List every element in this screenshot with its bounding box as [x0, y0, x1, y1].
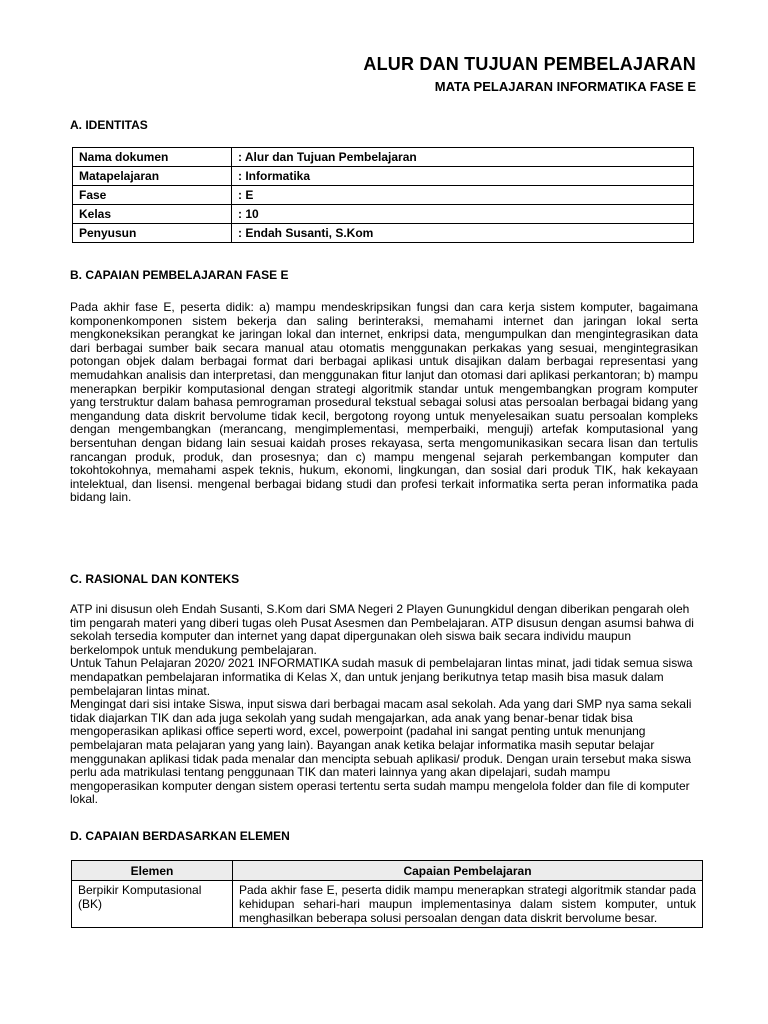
identity-value: : Informatika: [232, 167, 694, 186]
table-row: [73, 224, 694, 243]
identity-label: Fase: [73, 186, 232, 205]
section-d-heading: D. CAPAIAN BERDASARKAN ELEMEN: [70, 829, 290, 843]
identity-label: Penyusun: [73, 224, 232, 243]
elemen-table: [71, 860, 703, 928]
column-header: Elemen: [72, 861, 233, 881]
identity-value: : E: [232, 186, 694, 205]
table-row: [73, 148, 694, 167]
table-row: [73, 167, 694, 186]
column-header: Capaian Pembelajaran: [233, 861, 703, 881]
rasional-paragraph: Untuk Tahun Pelajaran 2020/ 2021 INFORMATIKA sudah masuk di pembelajaran lintas minat, jadi tidak semua siswa mendapatkan pembelajaran informatika di Kelas X, dan untuk jenjang berikutnya tetap masih bisa masuk dalam pembelajaran lintas minat.: [70, 656, 693, 698]
rasional-paragraph: Mengingat dari sisi intake Siswa, input siswa dari berbagai macam asal sekolah. Ada yang dari SMP nya sama sekali tidak diajarkan TIK dan ada juga sekolah yang sudah mengajarkan, ada anak yang benar-benar tidak bisa mengoperasikan aplikasi office seperti word, excel, powerpoint (padahal ini sangat penting untuk menunjang pembelajaran mata pelajaran yang yang lain). Bayangan anak ketika belajar informatika masih seputar belajar menggunakan aplikasi tidak pada menalar dan mencipta sebuah aplikasi/ produk. Dengan urain tersebut maka siswa perlu ada matrikulasi tentang penggunaan TIK dan materi lainnya yang akan dipelajari, sudah mampu mengoperasikan komputer dengan sistem operasi tertentu serta sudah mampu mengelola folder dan file di komputer lokal.: [70, 697, 692, 807]
table-row: [73, 186, 694, 205]
identity-value: : Alur dan Tujuan Pembelajaran: [232, 148, 694, 167]
capaian-paragraph: Pada akhir fase E, peserta didik: a) mampu mendeskripsikan fungsi dan cara kerja sistem komputer, bagaimana komponenkomponen sistem bekerja dan saling berinteraksi, memahami internet dan jaringan lokal serta mengkoneksikan perangkat ke jaringan lokal dan internet, enkripsi data, mengumpulkan dan mengintegrasikan data dari berbagai sumber baik secara manual atau otomatis menggunakan perkakas yang sesuai, mengintegrasikan potongan objek dalam berbagai format dari berbagai aplikasi untuk disajikan dalam berbagai representasi yang memudahkan analisis dan interpretasi, dan menggunakan fitur lanjut dan otomasi dari aplikasi perkantoran; b) mampu menerapkan berpikir komputasional dengan strategi algoritmik standar untuk mengembangkan program komputer yang terstruktur dalam bahasa pemrograman prosedural tekstual sebagai solusi atas persoalan berbagai bidang yang mengandung data diskrit bervolume tidak kecil, bergotong royong untuk menyelesaikan suatu persoalan kompleks dengan mengembangkan (merancang, mengimplementasi, memperbaiki, menguji) artefak komputasional yang bersentuhan dengan bidang lain sesuai kaidah proses rekayasa, serta mengomunikasikan secara lisan dan tertulis rancangan produk, produk, dan prosesnya; dan c) mampu mengenal sejarah perkembangan komputer dan tokohtokohnya, memahami aspek teknis, hukum, ekonomi, lingkungan, dan sosial dari produk TIK, hak kekayaan intelektual, dan lisensi. mengenal berbagai bidang studi dan profesi terkait informatika serta peran informatika pada bidang lain.: [70, 300, 698, 505]
table-header-row: [72, 861, 703, 881]
rasional-paragraph: ATP ini disusun oleh Endah Susanti, S.Kom dari SMA Negeri 2 Playen Gunungkidul dengan diberikan pengarah oleh tim pengarah materi yang diberi tugas oleh Pusat Asesmen dan Pembelajaran. ATP disusun dengan asumsi bahwa di sekolah tersedia komputer dan internet yang dapat dipergunakan oleh siswa baik secara individu maupun berkelompok untuk mendukung pembelajaran.: [70, 602, 694, 657]
identity-label: Matapelajaran: [73, 167, 232, 186]
section-a-heading: A. IDENTITAS: [70, 118, 148, 132]
document-title: ALUR DAN TUJUAN PEMBELAJARAN: [363, 54, 696, 74]
document-subtitle: MATA PELAJARAN INFORMATIKA FASE E: [434, 79, 696, 94]
elemen-cell: Berpikir Komputasional (BK): [72, 881, 233, 928]
identity-label: Kelas: [73, 205, 232, 224]
table-row: [72, 881, 703, 928]
identity-value: : Endah Susanti, S.Kom: [232, 224, 694, 243]
table-row: [73, 205, 694, 224]
capaian-cell: Pada akhir fase E, peserta didik mampu menerapkan strategi algoritmik standar pada kehidupan sehari-hari maupun implementasinya dalam sistem komputer, untuk menghasilkan beberapa solusi persoalan dengan data diskrit bervolume besar.: [233, 881, 703, 928]
identity-value: : 10: [232, 205, 694, 224]
rasional-body: [70, 603, 698, 807]
identity-label: Nama dokumen: [73, 148, 232, 167]
identity-table: [72, 147, 694, 243]
section-b-heading: B. CAPAIAN PEMBELAJARAN FASE E: [70, 268, 289, 282]
section-c-heading: C. RASIONAL DAN KONTEKS: [70, 572, 240, 586]
